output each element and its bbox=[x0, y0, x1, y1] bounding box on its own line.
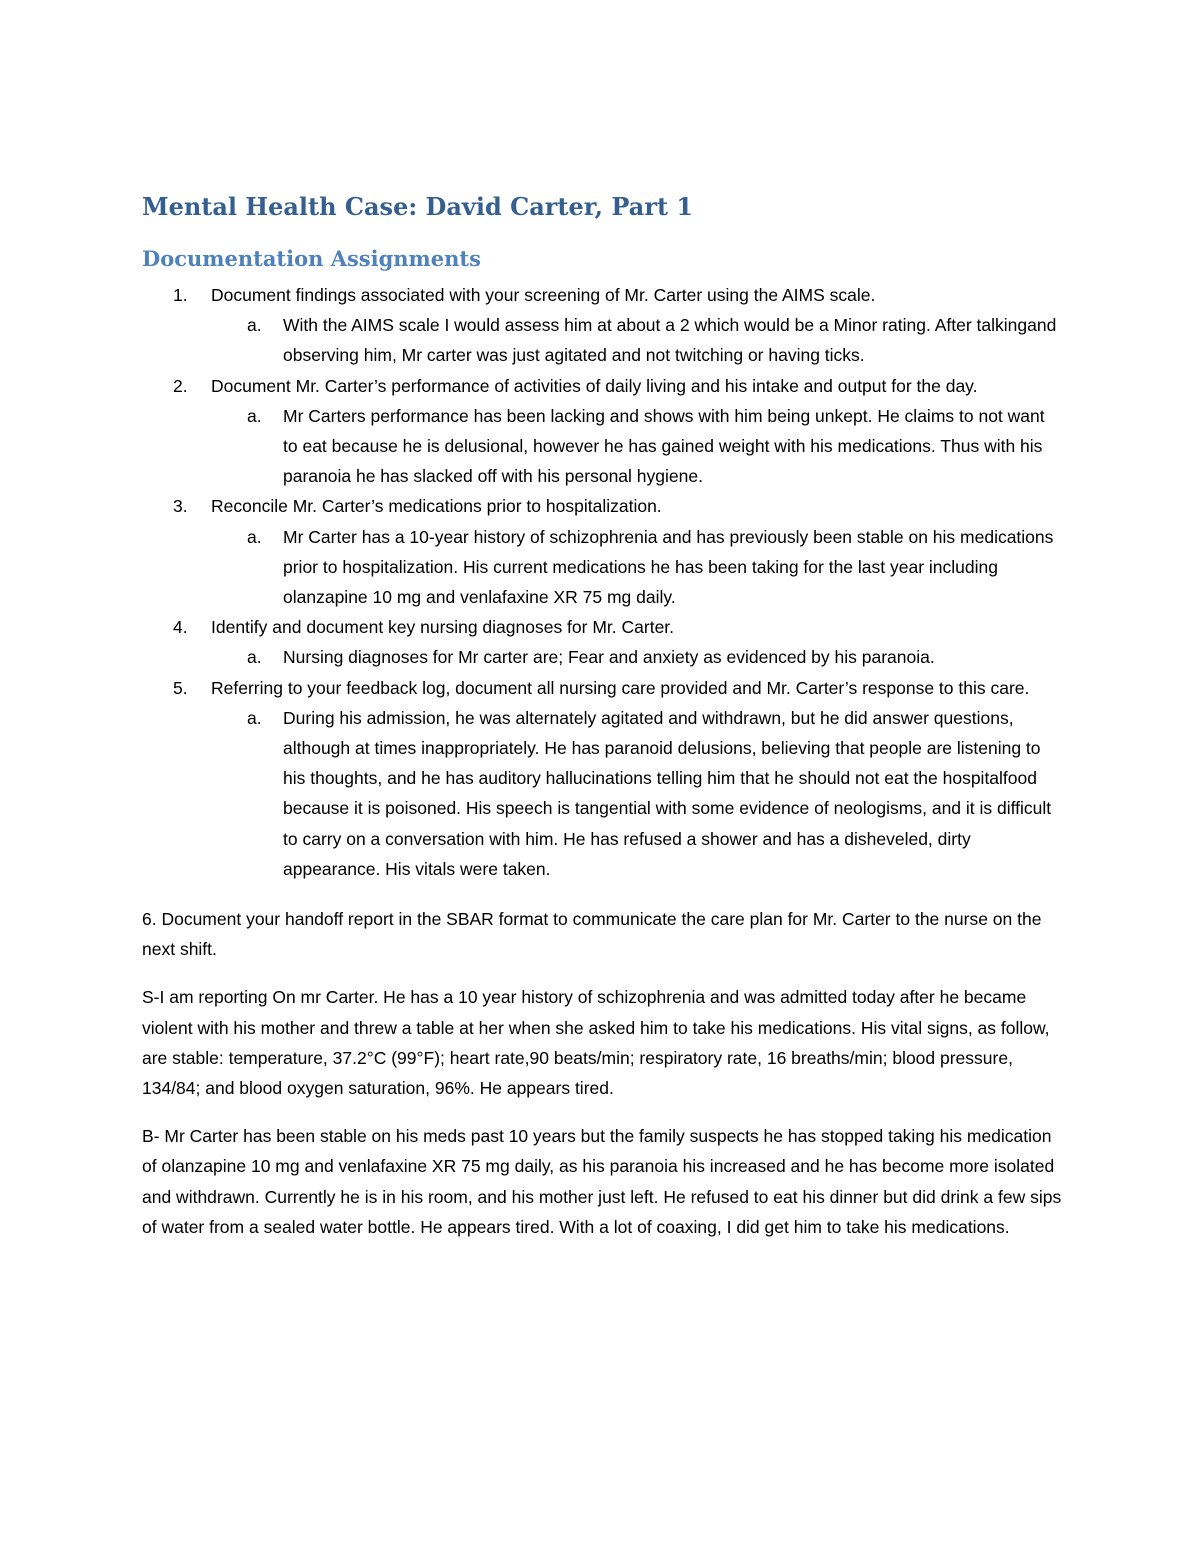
assignment-text: Identify and document key nursing diagnoses for Mr. Carter. bbox=[211, 617, 675, 638]
sub-list-letter: a. bbox=[247, 526, 262, 547]
handoff-prompt: 6. Document your handoff report in the SBAR format to communicate the care plan for Mr. Carter to the nurse on the next shift. bbox=[142, 909, 1042, 960]
assignment-text: Document Mr. Carter’s performance of activities of daily living and his intake and output for the day. bbox=[211, 375, 978, 396]
list-number: 3. bbox=[173, 496, 188, 517]
document-title: Mental Health Case: David Carter, Part 1 bbox=[142, 192, 694, 221]
assignment-answer-3 bbox=[142, 522, 1062, 613]
sub-list-letter: a. bbox=[247, 707, 262, 728]
assignment-item-3 bbox=[142, 491, 1062, 521]
assignment-answer-2 bbox=[142, 401, 1062, 492]
sbar-situation: S-I am reporting On mr Carter. He has a 10 year history of schizophrenia and was admitted today after he became violent with his mother and threw a table at her when she asked him to take his medications. His vital signs, as follow, are stable: temperature, 37.2°C (99°F); heart rate,90 beats/min; respiratory rate, 16 breaths/min; blood pressure, 134/84; and blood oxygen saturation, 96%. He appears tired. bbox=[142, 987, 1050, 1099]
assignment-item-4 bbox=[142, 612, 1062, 642]
assignment-answer-1 bbox=[142, 310, 1062, 370]
assignment-text: Reconcile Mr. Carter’s medications prior to hospitalization. bbox=[211, 496, 662, 517]
sbar-background: B- Mr Carter has been stable on his meds past 10 years but the family suspects he has stopped taking his medication of olanzapine 10 mg and venlafaxine XR 75 mg daily, as his paranoia his increased and he has become more isolated and withdrawn. Currently he is in his room, and his mother just left. He refused to eat his dinner but did drink a few sips of water from a sealed water bottle. He appears tired. With a lot of coaxing, I did get him to take his medications. bbox=[142, 1126, 1062, 1237]
sub-list-letter: a. bbox=[247, 647, 262, 668]
sub-list-letter: a. bbox=[247, 405, 262, 426]
assignment-text: Document findings associated with your screening of Mr. Carter using the AIMS scale. bbox=[211, 285, 876, 305]
sub-list-letter: a. bbox=[247, 315, 262, 336]
document-content bbox=[142, 190, 1062, 1242]
list-number: 5. bbox=[173, 677, 188, 698]
assignment-answer-4 bbox=[142, 642, 1062, 672]
list-number: 1. bbox=[173, 285, 188, 305]
answer-text: Nursing diagnoses for Mr carter are; Fear and anxiety as evidenced by his paranoia. bbox=[283, 647, 935, 668]
assignment-item-5 bbox=[142, 673, 1062, 703]
answer-text: With the AIMS scale I would assess him at about a 2 which would be a Minor rating. After talkingand observing him, Mr carter was just agitated and not twitching or having ticks. bbox=[283, 315, 1057, 366]
answer-text: During his admission, he was alternately agitated and withdrawn, but he did answer questions, although at times inappropriately. He has paranoid delusions, believing that people are listening to his thoughts, and he has auditory hallucinations telling him that he should not eat the hospitalfood because it is poisoned. His speech is tangential with some evidence of neologisms, and it is difficult to carry on a conversation with him. He has refused a shower and has a disheveled, dirty appearance. His vitals were taken. bbox=[283, 707, 1052, 879]
list-number: 4. bbox=[173, 617, 188, 638]
assignment-list bbox=[142, 280, 1062, 884]
list-number: 2. bbox=[173, 375, 188, 396]
answer-text: Mr Carters performance has been lacking and shows with him being unkept. He claims to not want to eat because he is delusional, however he has gained weight with his medications. Thus with his paranoia he has slacked off with his personal hygiene. bbox=[283, 405, 1045, 487]
assignment-item-1 bbox=[142, 280, 1062, 310]
section-heading: Documentation Assignments bbox=[142, 246, 481, 271]
assignment-text: Referring to your feedback log, document all nursing care provided and Mr. Carter’s response to this care. bbox=[211, 677, 1030, 698]
assignment-answer-5 bbox=[142, 703, 1062, 884]
assignment-item-2 bbox=[142, 371, 1062, 401]
answer-text: Mr Carter has a 10-year history of schizophrenia and has previously been stable on his medications prior to hospitalization. His current medications he has been taking for the last year including olanzapine 10 mg and venlafaxine XR 75 mg daily. bbox=[283, 526, 1054, 608]
